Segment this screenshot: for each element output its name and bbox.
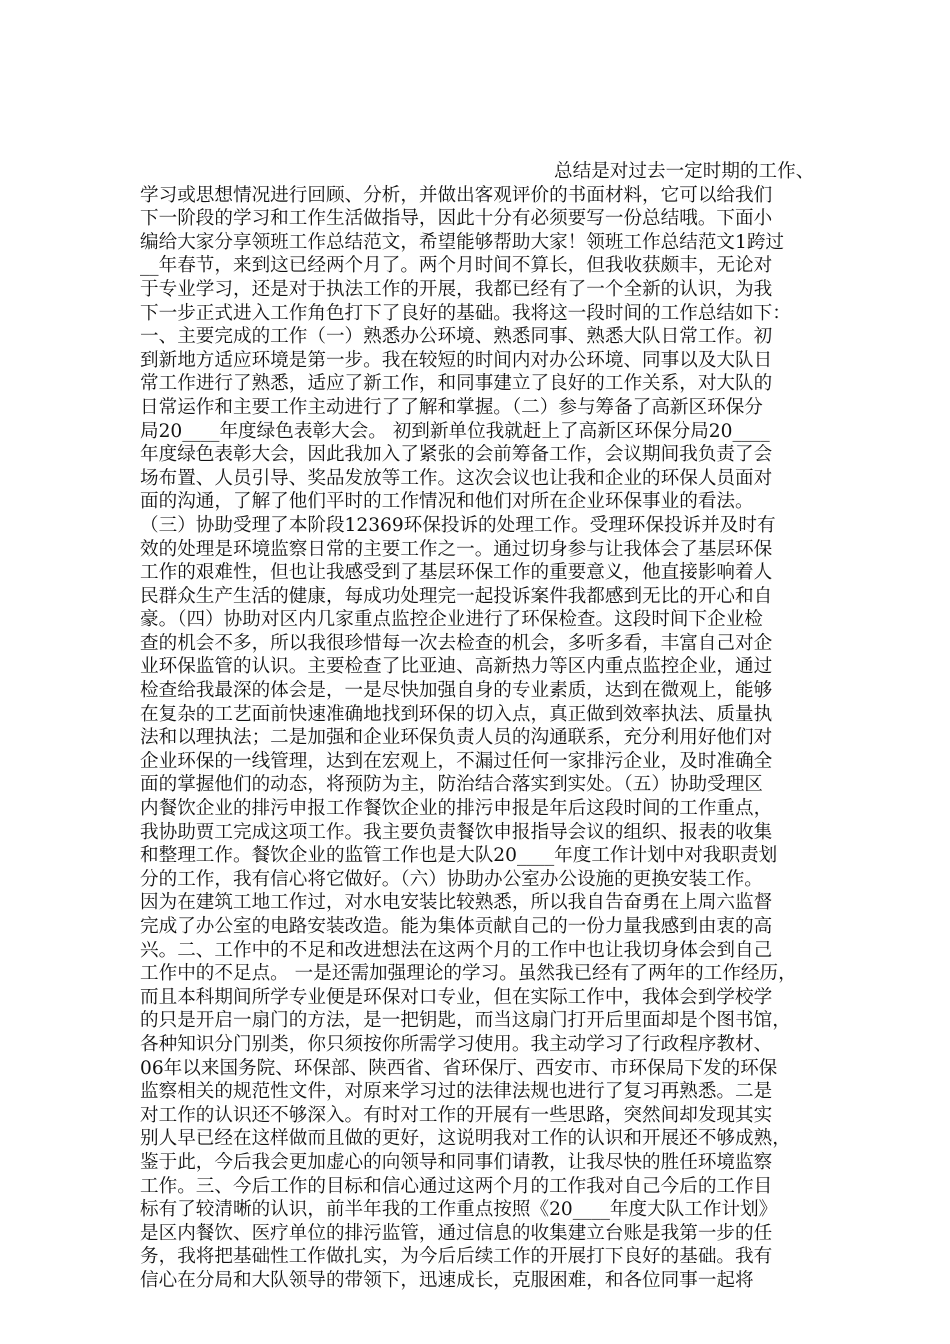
text-line: 效的处理是环境监察日常的主要工作之一。通过切身参与让我体会了基层环保: [140, 538, 773, 560]
text-line: 的只是开启一扇门的方法，是一把钥匙，而当这扇门打开后里面却是个图书馆，: [140, 1010, 791, 1032]
text-line: 企业环保的一线管理，达到在宏观上，不漏过任何一家排污企业，及时准确全: [140, 750, 773, 772]
text-line: 下一阶段的学习和工作生活做指导，因此十分有必须要写一份总结哦。下面小: [140, 208, 773, 230]
text-line: 工作中的不足点。 一是还需加强理论的学习。虽然我已经有了两年的工作经历，: [140, 963, 797, 985]
text-line: 各种知识分门别类，你只须按你所需学习使用。我主动学习了行政程序教材、: [140, 1033, 773, 1055]
text-line: 面的沟通，了解了他们平时的工作情况和他们对所在企业环保事业的看法。: [140, 491, 754, 513]
document-body: [140, 160, 820, 1293]
text-line: 豪。（四）协助对区内几家重点监控企业进行了环保检查。这段时间下企业检: [140, 609, 763, 631]
text-line: 标有了较清晰的认识，前半年我的工作重点按照《20____年度大队工作计划》: [140, 1199, 778, 1221]
text-line: 信心在分局和大队领导的带领下，迅速成长，克服困难，和各位同事一起将: [140, 1269, 754, 1291]
text-line: 于专业学习，还是对于执法工作的开展，我都已经有了一个全新的认识，为我: [140, 278, 773, 300]
text-line: 和整理工作。餐饮企业的监管工作也是大队20____年度工作计划中对我职责划: [140, 845, 778, 867]
text-line: 工作。三、今后工作的目标和信心通过这两个月的工作我对自己今后的工作目: [140, 1175, 773, 1197]
text-line: 查的机会不多，所以我很珍惜每一次去检查的机会，多听多看，丰富自己对企: [140, 632, 773, 654]
text-line: 内餐饮企业的排污申报工作餐饮企业的排污申报是年后这段时间的工作重点，: [140, 798, 773, 820]
text-line: 编给大家分享领班工作总结范文，希望能够帮助大家！领班工作总结范文1跨过: [140, 231, 785, 253]
text-line: 是区内餐饮、医疗单位的排污监管，通过信息的收集建立台账是我第一步的任: [140, 1222, 773, 1244]
text-line: 日常运作和主要工作主动进行了了解和掌握。（二）参与筹备了高新区环保分: [140, 396, 763, 418]
text-line: （三）协助受理了本阶段12369环保投诉的处理工作。受理环保投诉并及时有: [140, 514, 776, 536]
text-line: 下一步正式进入工作角色打下了良好的基础。我将这一段时间的工作总结如下：: [140, 302, 791, 324]
text-line: 到新地方适应环境是第一步。我在较短的时间内对办公环境、同事以及大队日: [140, 349, 773, 371]
text-line: 总结是对过去一定时期的工作、: [554, 161, 815, 182]
text-line: 别人早已经在这样做而且做的更好，这说明我对工作的认识和开展还不够成熟，: [140, 1128, 791, 1150]
text-line: 面的掌握他们的动态，将预防为主，防治结合落实到实处。（五）协助受理区: [140, 774, 763, 796]
text-line: 完成了办公室的电路安装改造。能为集体贡献自己的一份力量我感到由衷的高: [140, 916, 773, 937]
text-line: 因为在建筑工地工作过，对水电安装比较熟悉，所以我自告奋勇在上周六监督: [140, 892, 773, 914]
text-line: 法和以理执法；二是加强和企业环保负责人员的沟通联系，充分利用好他们对: [140, 727, 773, 749]
text-line: 监察相关的规范性文件，对原来学习过的法律法规也进行了复习再熟悉。二是: [140, 1081, 773, 1103]
text-line: 一、主要完成的工作（一）熟悉办公环境、熟悉同事、熟悉大队日常工作。初: [140, 326, 773, 348]
text-line: 而且本科期间所学专业便是环保对口专业，但在实际工作中，我体会到学校学: [140, 986, 773, 1008]
text-line: 06年以来国务院、环保部、陕西省、省环保厅、西安市、市环保局下发的环保: [140, 1057, 778, 1079]
text-line: 民群众生产生活的健康，每成功处理完一起投诉案件我都感到无比的开心和自: [140, 585, 773, 607]
text-line: 务，我将把基础性工作做扎实，为今后后续工作的开展打下良好的基础。我有: [140, 1246, 773, 1268]
text-line: 鉴于此，今后我会更加虚心的向领导和同事们请教，让我尽快的胜任环境监察: [140, 1151, 773, 1173]
text-line: 兴。二、工作中的不足和改进想法在这两个月的工作中也让我切身体会到自己: [140, 939, 773, 961]
text-line: 常工作进行了熟悉，适应了新工作，和同事建立了良好的工作关系，对大队的: [140, 373, 773, 395]
text-line: 分的工作，我有信心将它做好。（六）协助办公室办公设施的更换安装工作。: [140, 868, 763, 890]
text-line: 局20____年度绿色表彰大会。 初到新单位我就赶上了高新区环保分局20____: [140, 420, 770, 442]
text-line: 年度绿色表彰大会，因此我加入了紧张的会前筹备工作，会议期间我负责了会: [140, 444, 773, 466]
text-line: 场布置、人员引导、奖品发放等工作。这次会议也让我和企业的环保人员面对: [140, 467, 773, 489]
text-line: 业环保监管的认识。主要检查了比亚迪、高新热力等区内重点监控企业，通过: [140, 656, 773, 678]
text-line: 在复杂的工艺面前快速准确地找到环保的切入点，真正做到效率执法、质量执: [140, 703, 773, 725]
text-line: 我协助贾工完成这项工作。我主要负责餐饮申报指导会议的组织、报表的收集: [140, 821, 773, 843]
text-line: __年春节，来到这已经两个月了。两个月时间不算长，但我收获颇丰，无论对: [140, 255, 773, 277]
text-line: 检查给我最深的体会是，一是尽快加强自身的专业素质，达到在微观上，能够: [140, 680, 773, 702]
text-line: 工作的艰难性，但也让我感受到了基层环保工作的重要意义，他直接影响着人: [140, 562, 773, 584]
text-line: 对工作的认识还不够深入。有时对工作的开展有一些思路，突然间却发现其实: [140, 1104, 773, 1126]
text-line: 学习或思想情况进行回顾、分析，并做出客观评价的书面材料，它可以给我们: [140, 184, 773, 206]
